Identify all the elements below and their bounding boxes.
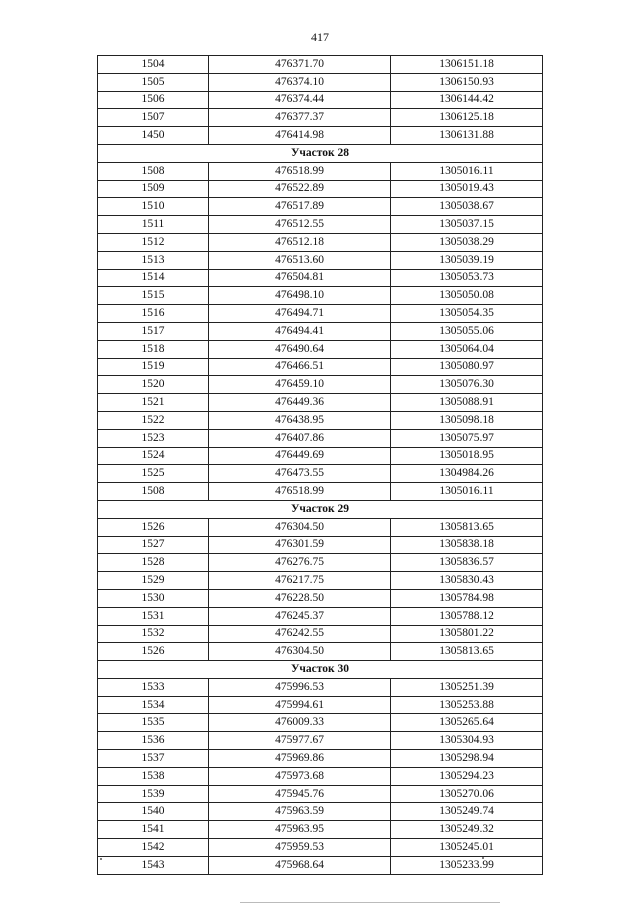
page-number: 417: [311, 30, 329, 44]
x-coordinate-cell: 475945.76: [209, 785, 391, 803]
x-coordinate-cell: 476513.60: [209, 251, 391, 269]
point-number-cell: 1532: [98, 625, 209, 643]
point-number-cell: 1528: [98, 554, 209, 572]
section-title: Участок 29: [98, 500, 543, 518]
x-coordinate-cell: 475994.61: [209, 696, 391, 714]
x-coordinate-cell: 476459.10: [209, 376, 391, 394]
x-coordinate-cell: 476301.59: [209, 536, 391, 554]
point-number-cell: 1512: [98, 233, 209, 251]
table-row: [98, 127, 543, 145]
y-coordinate-cell: 1305830.43: [391, 572, 543, 590]
table-row: [98, 91, 543, 109]
y-coordinate-cell: 1305038.67: [391, 198, 543, 216]
table-row: [98, 536, 543, 554]
x-coordinate-cell: 476371.70: [209, 56, 391, 74]
x-coordinate-cell: 476504.81: [209, 269, 391, 287]
y-coordinate-cell: 1305016.11: [391, 483, 543, 501]
table-row: [98, 572, 543, 590]
y-coordinate-cell: 1305245.01: [391, 839, 543, 857]
y-coordinate-cell: 1306131.88: [391, 127, 543, 145]
table-row: [98, 376, 543, 394]
x-coordinate-cell: 476377.37: [209, 109, 391, 127]
y-coordinate-cell: 1305838.18: [391, 536, 543, 554]
y-coordinate-cell: 1305019.43: [391, 180, 543, 198]
point-number-cell: 1504: [98, 56, 209, 74]
y-coordinate-cell: 1305050.08: [391, 287, 543, 305]
point-number-cell: 1536: [98, 732, 209, 750]
section-header-row: [98, 500, 543, 518]
x-coordinate-cell: 476009.33: [209, 714, 391, 732]
point-number-cell: 1526: [98, 643, 209, 661]
x-coordinate-cell: 476449.69: [209, 447, 391, 465]
table-row: [98, 750, 543, 768]
x-coordinate-cell: 476517.89: [209, 198, 391, 216]
scan-speck: [100, 858, 102, 860]
point-number-cell: 1514: [98, 269, 209, 287]
x-coordinate-cell: 475963.59: [209, 803, 391, 821]
y-coordinate-cell: 1305016.11: [391, 162, 543, 180]
point-number-cell: 1543: [98, 856, 209, 874]
table-row: [98, 518, 543, 536]
y-coordinate-cell: 1305251.39: [391, 678, 543, 696]
point-number-cell: 1513: [98, 251, 209, 269]
x-coordinate-cell: 475977.67: [209, 732, 391, 750]
section-title: Участок 30: [98, 661, 543, 679]
table-row: [98, 643, 543, 661]
point-number-cell: 1510: [98, 198, 209, 216]
point-number-cell: 1519: [98, 358, 209, 376]
table-row: [98, 322, 543, 340]
y-coordinate-cell: 1305054.35: [391, 305, 543, 323]
point-number-cell: 1540: [98, 803, 209, 821]
point-number-cell: 1506: [98, 91, 209, 109]
table-row: [98, 447, 543, 465]
point-number-cell: 1517: [98, 322, 209, 340]
x-coordinate-cell: 476494.71: [209, 305, 391, 323]
table-row: [98, 287, 543, 305]
y-coordinate-cell: 1305253.88: [391, 696, 543, 714]
x-coordinate-cell: 476498.10: [209, 287, 391, 305]
table-row: [98, 607, 543, 625]
y-coordinate-cell: 1304984.26: [391, 465, 543, 483]
table-row: [98, 73, 543, 91]
x-coordinate-cell: 475969.86: [209, 750, 391, 768]
x-coordinate-cell: 476490.64: [209, 340, 391, 358]
point-number-cell: 1518: [98, 340, 209, 358]
x-coordinate-cell: 475963.95: [209, 821, 391, 839]
table-row: [98, 696, 543, 714]
table-row: [98, 678, 543, 696]
y-coordinate-cell: 1306144.42: [391, 91, 543, 109]
point-number-cell: 1516: [98, 305, 209, 323]
point-number-cell: 1537: [98, 750, 209, 768]
x-coordinate-cell: 476518.99: [209, 483, 391, 501]
point-number-cell: 1530: [98, 589, 209, 607]
x-coordinate-cell: 476304.50: [209, 643, 391, 661]
scan-edge-line: [240, 902, 500, 903]
table-row: [98, 483, 543, 501]
point-number-cell: 1515: [98, 287, 209, 305]
point-number-cell: 1539: [98, 785, 209, 803]
point-number-cell: 1526: [98, 518, 209, 536]
x-coordinate-cell: 476217.75: [209, 572, 391, 590]
y-coordinate-cell: 1305249.32: [391, 821, 543, 839]
table-row: [98, 394, 543, 412]
point-number-cell: 1521: [98, 394, 209, 412]
table-row: [98, 714, 543, 732]
point-number-cell: 1535: [98, 714, 209, 732]
table-row: [98, 233, 543, 251]
table-row: [98, 821, 543, 839]
point-number-cell: 1538: [98, 767, 209, 785]
x-coordinate-cell: 476276.75: [209, 554, 391, 572]
section-header-row: [98, 661, 543, 679]
y-coordinate-cell: 1305064.04: [391, 340, 543, 358]
y-coordinate-cell: 1305055.06: [391, 322, 543, 340]
point-number-cell: 1542: [98, 839, 209, 857]
table-row: [98, 56, 543, 74]
x-coordinate-cell: 476494.41: [209, 322, 391, 340]
table-row: [98, 625, 543, 643]
y-coordinate-cell: 1305088.91: [391, 394, 543, 412]
y-coordinate-cell: 1306151.18: [391, 56, 543, 74]
point-number-cell: 1507: [98, 109, 209, 127]
table-row: [98, 554, 543, 572]
x-coordinate-cell: 476242.55: [209, 625, 391, 643]
point-number-cell: 1525: [98, 465, 209, 483]
y-coordinate-cell: 1305037.15: [391, 216, 543, 234]
point-number-cell: 1523: [98, 429, 209, 447]
point-number-cell: 1450: [98, 127, 209, 145]
table-row: [98, 269, 543, 287]
y-coordinate-cell: 1305298.94: [391, 750, 543, 768]
x-coordinate-cell: 476473.55: [209, 465, 391, 483]
table-row: [98, 358, 543, 376]
x-coordinate-cell: 475959.53: [209, 839, 391, 857]
x-coordinate-cell: 475968.64: [209, 856, 391, 874]
table-row: [98, 732, 543, 750]
y-coordinate-cell: 1305018.95: [391, 447, 543, 465]
section-header-row: [98, 144, 543, 162]
x-coordinate-cell: 476466.51: [209, 358, 391, 376]
y-coordinate-cell: 1306150.93: [391, 73, 543, 91]
section-title: Участок 28: [98, 144, 543, 162]
table-row: [98, 251, 543, 269]
point-number-cell: 1508: [98, 162, 209, 180]
y-coordinate-cell: 1305038.29: [391, 233, 543, 251]
y-coordinate-cell: 1305265.64: [391, 714, 543, 732]
table-row: [98, 785, 543, 803]
table-row: [98, 198, 543, 216]
point-number-cell: 1531: [98, 607, 209, 625]
table-row: [98, 465, 543, 483]
x-coordinate-cell: 476512.55: [209, 216, 391, 234]
table-row: [98, 216, 543, 234]
point-number-cell: 1522: [98, 411, 209, 429]
table-row: [98, 305, 543, 323]
y-coordinate-cell: 1305076.30: [391, 376, 543, 394]
y-coordinate-cell: 1305784.98: [391, 589, 543, 607]
point-number-cell: 1524: [98, 447, 209, 465]
table-row: [98, 162, 543, 180]
y-coordinate-cell: 1305098.18: [391, 411, 543, 429]
table-row: [98, 589, 543, 607]
y-coordinate-cell: 1305039.19: [391, 251, 543, 269]
x-coordinate-cell: 476522.89: [209, 180, 391, 198]
x-coordinate-cell: 476245.37: [209, 607, 391, 625]
y-coordinate-cell: 1305801.22: [391, 625, 543, 643]
table-row: [98, 803, 543, 821]
point-number-cell: 1541: [98, 821, 209, 839]
table-row: [98, 411, 543, 429]
point-number-cell: 1529: [98, 572, 209, 590]
x-coordinate-cell: 476438.95: [209, 411, 391, 429]
table-row: [98, 180, 543, 198]
table-row: [98, 340, 543, 358]
y-coordinate-cell: 1306125.18: [391, 109, 543, 127]
y-coordinate-cell: 1305075.97: [391, 429, 543, 447]
table-row: [98, 429, 543, 447]
y-coordinate-cell: 1305813.65: [391, 643, 543, 661]
y-coordinate-cell: 1305788.12: [391, 607, 543, 625]
x-coordinate-cell: 476518.99: [209, 162, 391, 180]
x-coordinate-cell: 475973.68: [209, 767, 391, 785]
point-number-cell: 1505: [98, 73, 209, 91]
y-coordinate-cell: 1305836.57: [391, 554, 543, 572]
x-coordinate-cell: 476414.98: [209, 127, 391, 145]
coordinates-table-body: [98, 56, 543, 875]
x-coordinate-cell: 476512.18: [209, 233, 391, 251]
y-coordinate-cell: 1305304.93: [391, 732, 543, 750]
y-coordinate-cell: 1305294.23: [391, 767, 543, 785]
point-number-cell: 1508: [98, 483, 209, 501]
table-row: [98, 856, 543, 874]
y-coordinate-cell: 1305249.74: [391, 803, 543, 821]
y-coordinate-cell: 1305053.73: [391, 269, 543, 287]
point-number-cell: 1509: [98, 180, 209, 198]
table-row: [98, 767, 543, 785]
x-coordinate-cell: 476304.50: [209, 518, 391, 536]
point-number-cell: 1534: [98, 696, 209, 714]
coordinates-table: [97, 55, 543, 875]
point-number-cell: 1520: [98, 376, 209, 394]
x-coordinate-cell: 476407.86: [209, 429, 391, 447]
y-coordinate-cell: 1305813.65: [391, 518, 543, 536]
x-coordinate-cell: 476228.50: [209, 589, 391, 607]
point-number-cell: 1511: [98, 216, 209, 234]
x-coordinate-cell: 475996.53: [209, 678, 391, 696]
point-number-cell: 1533: [98, 678, 209, 696]
x-coordinate-cell: 476449.36: [209, 394, 391, 412]
point-number-cell: 1527: [98, 536, 209, 554]
x-coordinate-cell: 476374.44: [209, 91, 391, 109]
scan-speck: [482, 857, 484, 859]
y-coordinate-cell: 1305233.99: [391, 856, 543, 874]
table-row: [98, 839, 543, 857]
x-coordinate-cell: 476374.10: [209, 73, 391, 91]
y-coordinate-cell: 1305080.97: [391, 358, 543, 376]
table-row: [98, 109, 543, 127]
y-coordinate-cell: 1305270.06: [391, 785, 543, 803]
